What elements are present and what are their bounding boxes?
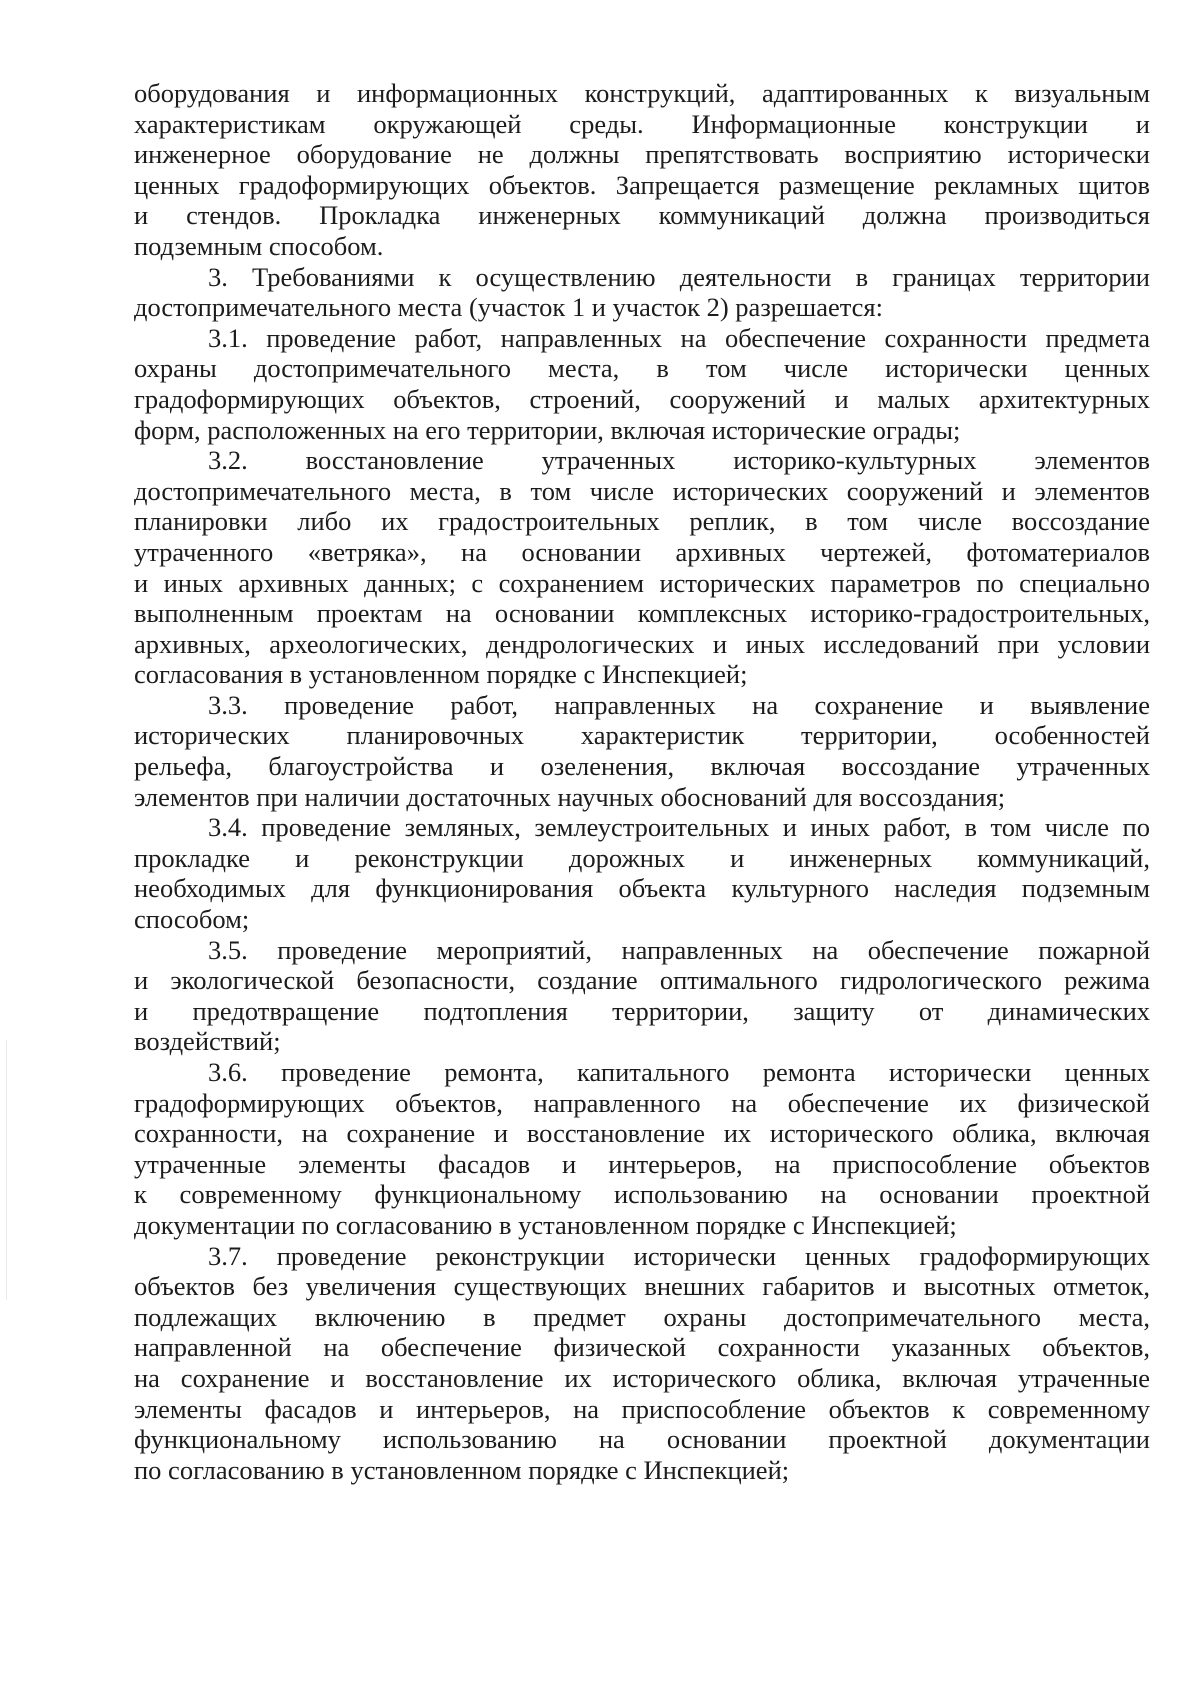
text-line: 3.5. проведение мероприятий, направленных на обеспечение пожарной (208, 934, 1150, 965)
text-line: 3.1. проведение работ, направленных на обеспечение сохранности предмета (208, 322, 1150, 353)
paragraph-p3-4 (134, 812, 1150, 934)
text-line: функциональному использованию на основании проектной документации (134, 1424, 1150, 1455)
text-line: и стендов. Прокладка инженерных коммуникаций должна производиться (134, 200, 1150, 231)
text-line: форм, расположенных на его территории, включая исторические ограды; (134, 414, 961, 445)
text-line: исторических планировочных характеристик территории, особенностей (134, 720, 1150, 751)
text-line: направленной на обеспечение физической сохранности указанных объектов, (134, 1332, 1150, 1363)
paragraph-p3-7 (134, 1241, 1150, 1486)
text-line: ценных градоформирующих объектов. Запрещается размещение рекламных щитов (134, 169, 1150, 200)
text-line: и предотвращение подтопления территории, защиту от динамических (134, 995, 1150, 1026)
text-line: к современному функциональному использованию на основании проектной (134, 1179, 1150, 1210)
text-line: способом; (134, 904, 250, 935)
text-line: достопримечательного места (участок 1 и участок 2) разрешается: (134, 292, 883, 323)
text-line: характеристикам окружающей среды. Информационные конструкции и (134, 108, 1150, 139)
paragraph-p3 (134, 262, 1150, 323)
text-line: элементы фасадов и интерьеров, на приспособление объектов к современному (134, 1393, 1150, 1424)
text-line: 3.7. проведение реконструкции исторически ценных градоформирующих (208, 1240, 1150, 1271)
text-line: на сохранение и восстановление их исторического облика, включая утраченные (134, 1362, 1150, 1393)
paragraph-p3-2 (134, 445, 1150, 690)
text-line: утраченные элементы фасадов и интерьеров, на приспособление объектов (134, 1148, 1150, 1179)
paragraph-p3-3 (134, 690, 1150, 812)
text-line: 3.2. восстановление утраченных историко-культурных элементов (208, 445, 1150, 476)
text-line: 3.3. проведение работ, направленных на сохранение и выявление (208, 689, 1150, 720)
paragraph-p3-6 (134, 1057, 1150, 1241)
text-line: согласования в установленном порядке с Инспекцией; (134, 659, 748, 690)
text-line: по согласованию в установленном порядке с Инспекцией; (134, 1454, 790, 1485)
text-line: градоформирующих объектов, строений, сооружений и малых архитектурных (134, 383, 1150, 414)
text-line: элементов при наличии достаточных научных обоснований для воссоздания; (134, 781, 1006, 812)
text-line: 3. Требованиями к осуществлению деятельности в границах территории (208, 261, 1150, 292)
paragraph-p3-1 (134, 323, 1150, 445)
text-line: воздействий; (134, 1026, 281, 1057)
text-line: и экологической безопасности, создание оптимального гидрологического режима (134, 965, 1150, 996)
text-line: сохранности, на сохранение и восстановление их исторического облика, включая (134, 1118, 1150, 1149)
text-line: планировки либо их градостроительных реплик, в том числе воссоздание (134, 506, 1150, 537)
text-line: подземным способом. (134, 230, 384, 261)
text-line: 3.4. проведение земляных, землеустроительных и иных работ, в том числе по (208, 812, 1150, 843)
paragraph-p0 (134, 78, 1150, 262)
text-line: документации по согласованию в установленном порядке с Инспекцией; (134, 1209, 957, 1240)
text-line: рельефа, благоустройства и озеленения, включая воссоздание утраченных (134, 751, 1150, 782)
text-line: 3.6. проведение ремонта, капитального ремонта исторически ценных (208, 1057, 1150, 1087)
text-line: градоформирующих объектов, направленного на обеспечение их физической (134, 1087, 1150, 1118)
text-line: утраченного «ветряка», на основании архивных чертежей, фотоматериалов (134, 536, 1150, 567)
text-line: оборудования и информационных конструкций, адаптированных к визуальным (134, 78, 1150, 108)
text-line: достопримечательного места, в том числе исторических сооружений и элементов (134, 475, 1150, 506)
text-line: инженерное оборудование не должны препятствовать восприятию исторически (134, 139, 1150, 170)
document-body (134, 78, 1150, 1485)
scan-edge-mark (6, 1040, 7, 1300)
text-line: охраны достопримечательного места, в том числе исторически ценных (134, 353, 1150, 384)
text-line: выполненным проектам на основании комплексных историко-градостроительных, (134, 598, 1150, 629)
paragraph-p3-5 (134, 935, 1150, 1057)
text-line: и иных архивных данных; с сохранением исторических параметров по специально (134, 567, 1150, 598)
text-line: объектов без увеличения существующих внешних габаритов и высотных отметок, (134, 1271, 1150, 1302)
text-line: прокладке и реконструкции дорожных и инженерных коммуникаций, (134, 842, 1150, 873)
text-line: подлежащих включению в предмет охраны достопримечательного места, (134, 1301, 1150, 1332)
text-line: архивных, археологических, дендрологических и иных исследований при условии (134, 628, 1150, 659)
text-line: необходимых для функционирования объекта культурного наследия подземным (134, 873, 1150, 904)
